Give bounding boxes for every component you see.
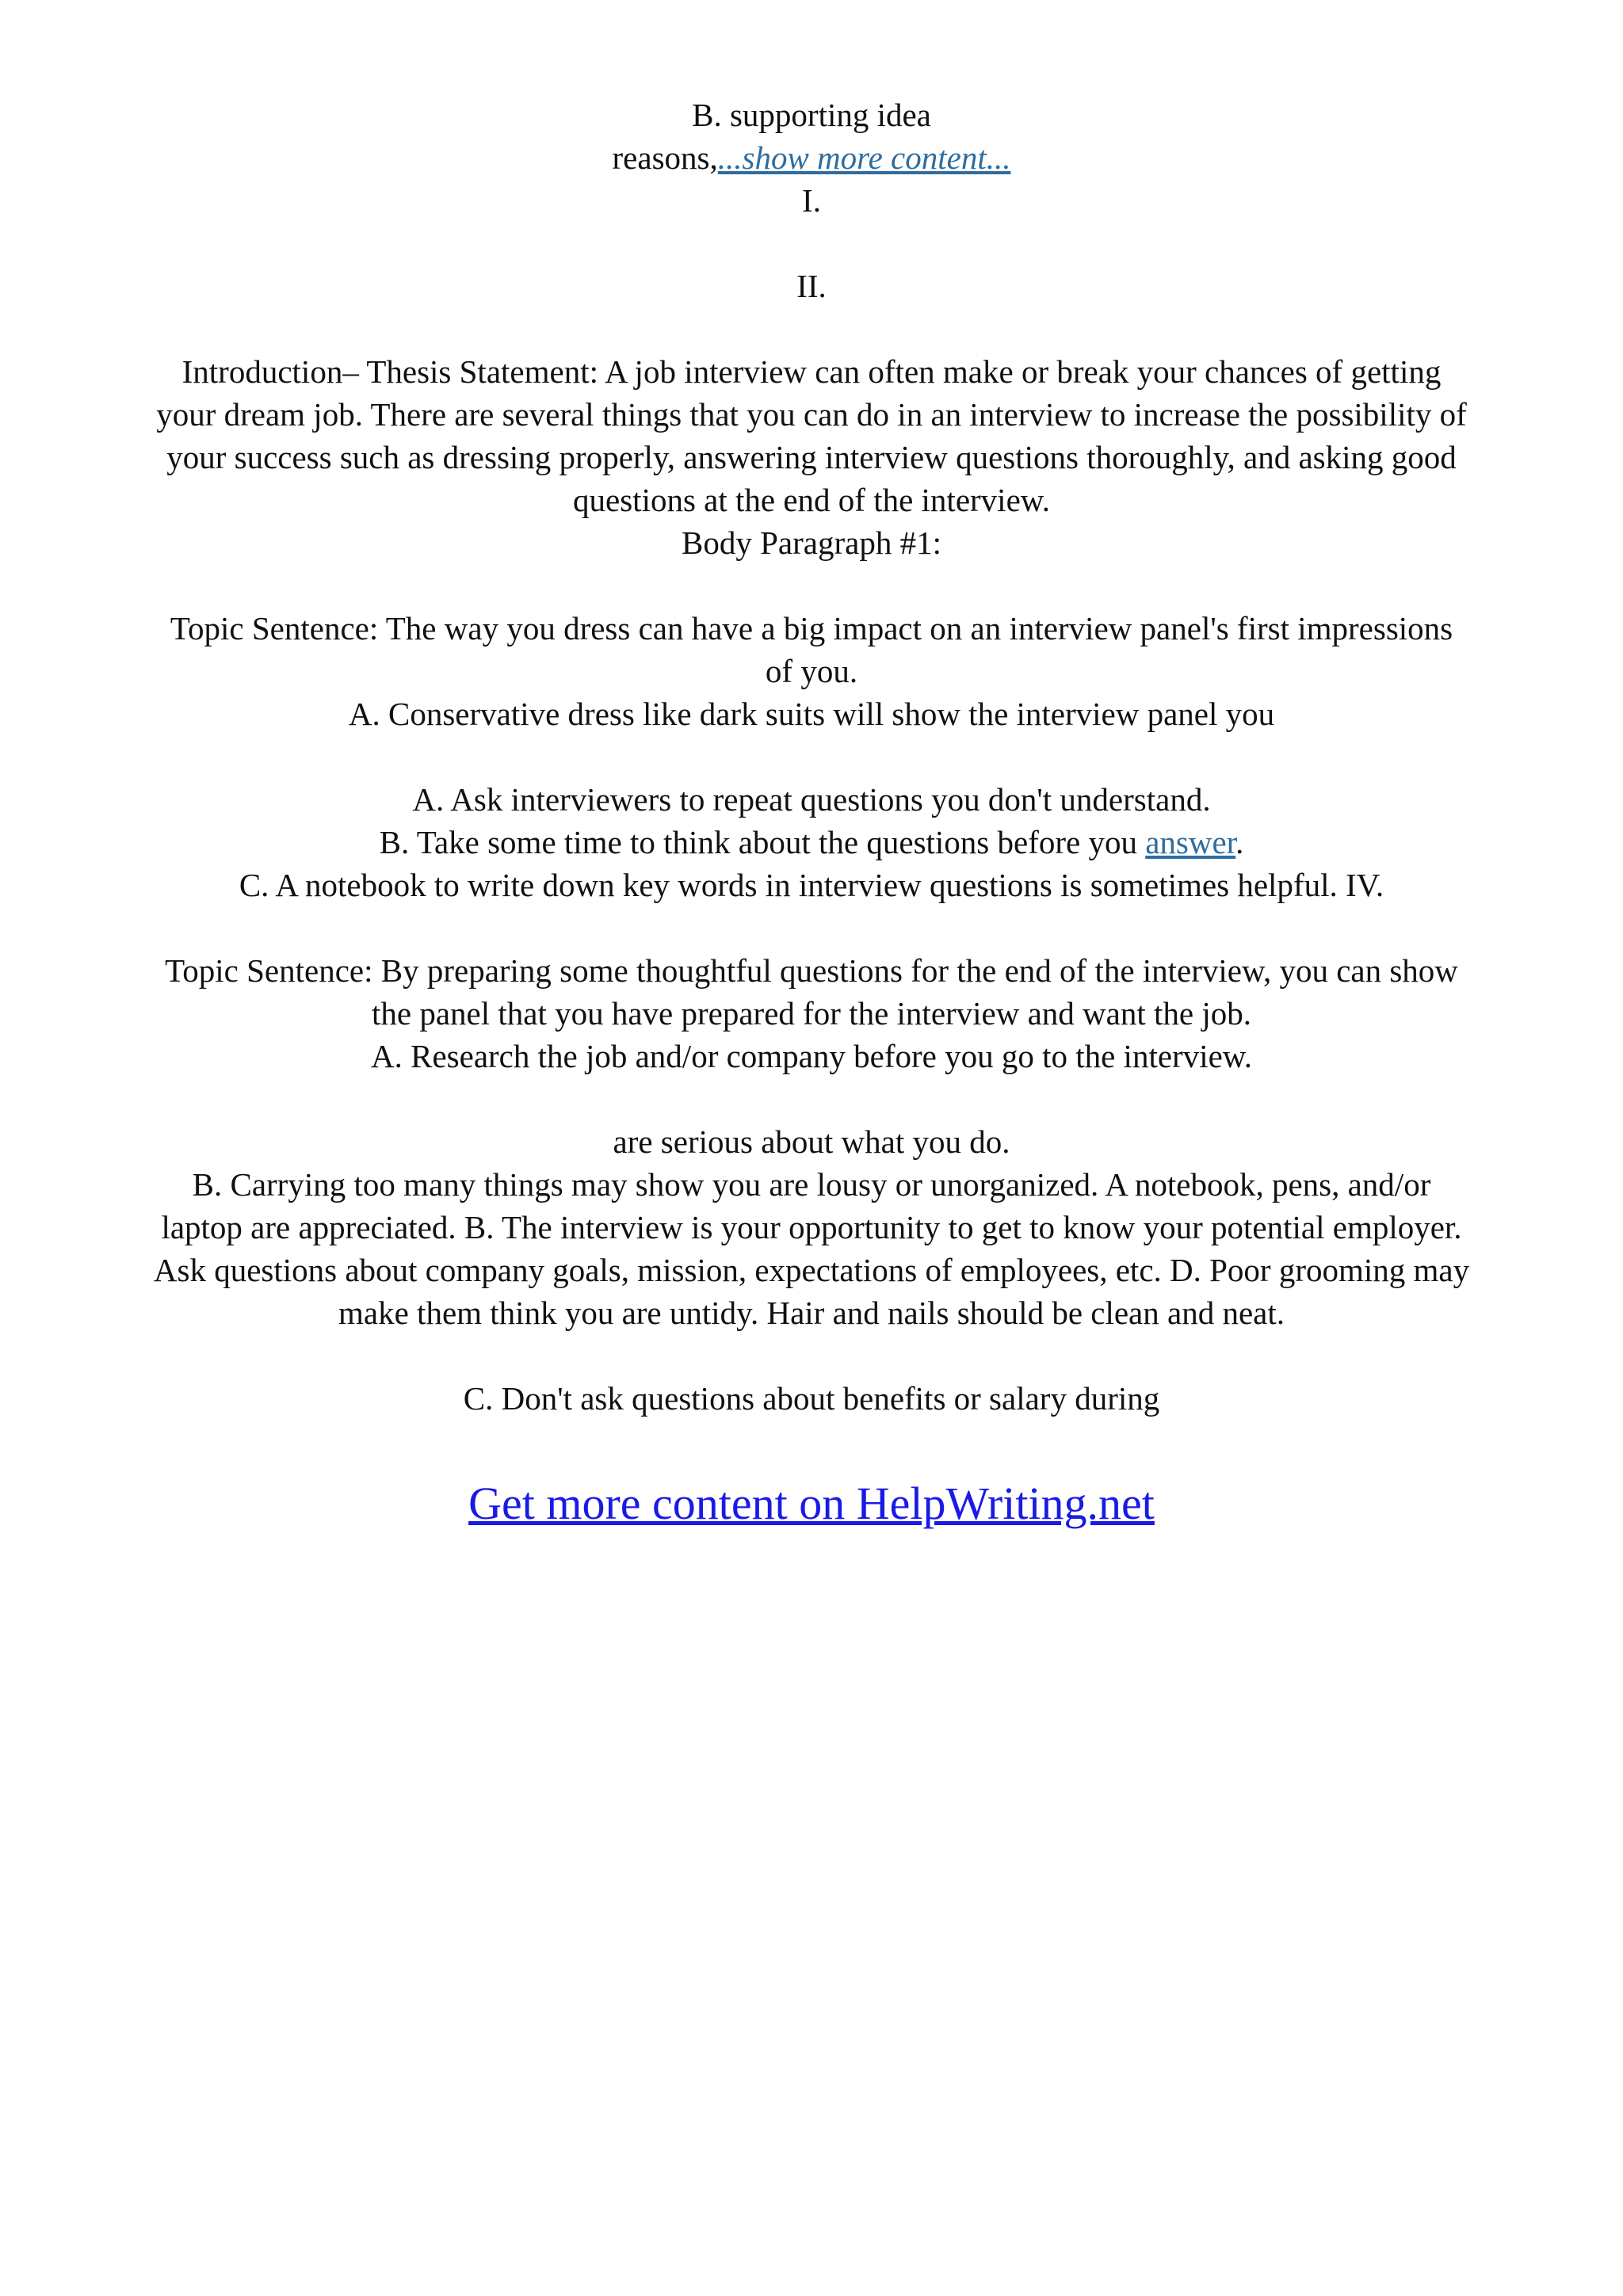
text-line: A. Conservative dress like dark suits will show the interview panel you bbox=[348, 696, 1275, 732]
text-line: of you. bbox=[765, 653, 858, 689]
text-line-with-link bbox=[57, 136, 1566, 179]
show-more-content-link[interactable]: ...show more content... bbox=[717, 139, 1011, 176]
text-fragment: reasons, bbox=[612, 139, 718, 176]
cta-container bbox=[0, 1476, 1623, 1531]
text-line: are serious about what you do. bbox=[613, 1123, 1010, 1160]
text-line: Topic Sentence: By preparing some thoughtful questions for the end of the interview, you can show bbox=[165, 952, 1458, 989]
document-body bbox=[57, 93, 1566, 1420]
text-line: questions at the end of the interview. bbox=[573, 482, 1050, 518]
text-line: your dream job. There are several things that you can do in an interview to increase the possibility of bbox=[156, 396, 1467, 433]
text-line: A. Ask interviewers to repeat questions you don't understand. bbox=[412, 781, 1211, 818]
text-line-with-link bbox=[57, 821, 1566, 864]
text-line: B. supporting idea bbox=[692, 97, 931, 133]
text-line: Topic Sentence: The way you dress can have a big impact on an interview panel's first impressions bbox=[170, 610, 1453, 646]
blank-line bbox=[57, 564, 1566, 607]
text-line: make them think you are untidy. Hair and nails should be clean and neat. bbox=[338, 1295, 1285, 1331]
text-fragment: . bbox=[1235, 824, 1244, 860]
text-line: laptop are appreciated. B. The interview is your opportunity to get to know your potential employer. bbox=[161, 1209, 1462, 1245]
get-more-content-link[interactable]: Get more content on HelpWriting.net bbox=[468, 1478, 1155, 1529]
text-line: B. Carrying too many things may show you are lousy or unorganized. A notebook, pens, and/or bbox=[192, 1166, 1431, 1203]
text-line: C. A notebook to write down key words in interview questions is sometimes helpful. IV. bbox=[239, 867, 1384, 903]
text-line: II. bbox=[796, 268, 827, 304]
blank-line bbox=[57, 1077, 1566, 1120]
text-line: your success such as dressing properly, answering interview questions thoroughly, and asking good bbox=[166, 439, 1457, 475]
answer-link[interactable]: answer bbox=[1145, 824, 1236, 860]
text-line: A. Research the job and/or company before you go to the interview. bbox=[371, 1038, 1252, 1074]
blank-line bbox=[57, 906, 1566, 949]
text-fragment: B. Take some time to think about the questions before you bbox=[379, 824, 1137, 860]
text-line: Introduction– Thesis Statement: A job interview can often make or break your chances of getting bbox=[181, 353, 1442, 390]
text-line: Ask questions about company goals, mission, expectations of employees, etc. D. Poor grooming may bbox=[153, 1252, 1470, 1288]
blank-line bbox=[57, 735, 1566, 778]
text-line: C. Don't ask questions about benefits or salary during bbox=[463, 1380, 1160, 1417]
blank-line bbox=[57, 222, 1566, 265]
text-line: the panel that you have prepared for the interview and want the job. bbox=[371, 995, 1251, 1032]
text-line: I. bbox=[802, 182, 821, 219]
blank-line bbox=[57, 1334, 1566, 1377]
blank-line bbox=[57, 307, 1566, 350]
section-heading: Body Paragraph #1: bbox=[682, 524, 941, 561]
